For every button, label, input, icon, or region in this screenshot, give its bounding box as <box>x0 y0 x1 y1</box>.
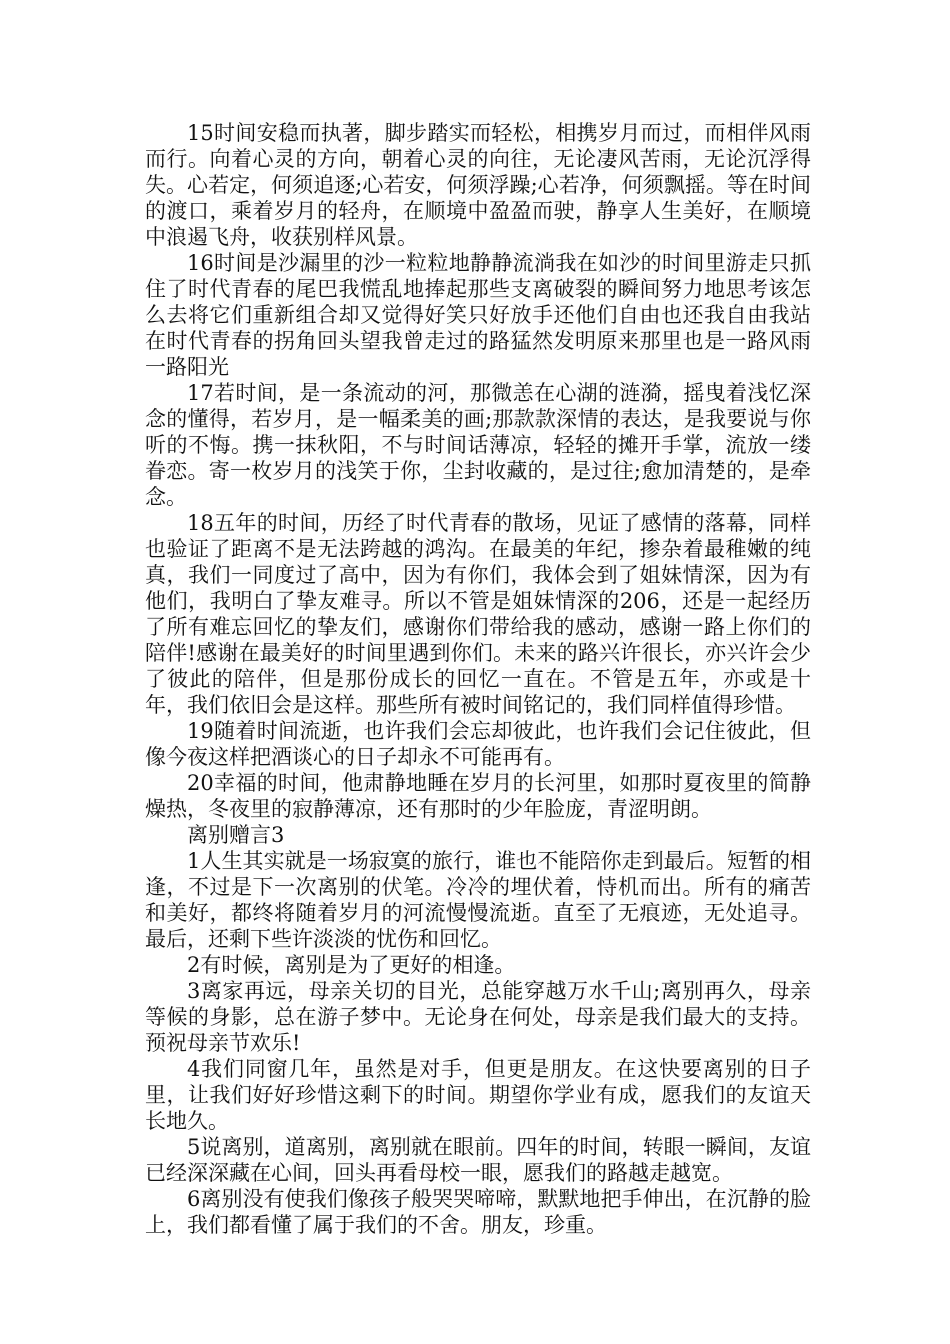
paragraph-6: 6离别没有使我们像孩子般哭哭啼啼，默默地把手伸出，在沉静的脸上，我们都看懂了属于我们的不舍。朋友，珍重。 <box>145 1187 811 1237</box>
paragraph-4: 4我们同窗几年，虽然是对手，但更是朋友。在这快要离别的日子里，让我们好好珍惜这剩下的时间。期望你学业有成，愿我们的友谊天长地久。 <box>145 1057 811 1133</box>
paragraph-19: 19随着时间流逝，也许我们会忘却彼此，也许我们会记住彼此，但像今夜这样把酒谈心的日子却永不可能再有。 <box>145 719 811 769</box>
paragraph-1: 1人生其实就是一场寂寞的旅行，谁也不能陪你走到最后。短暂的相逢，不过是下一次离别的伏笔。冷冷的埋伏着，恃机而出。所有的痛苦和美好，都终将随着岁月的河流慢慢流逝。直至了无痕迹，无处追寻。最后，还剩下些许淡淡的忧伤和回忆。 <box>145 849 811 951</box>
paragraph-18: 18五年的时间，历经了时代青春的散场，见证了感情的落幕，同样也验证了距离不是无法跨越的鸿沟。在最美的年纪，掺杂着最稚嫩的纯真，我们一同度过了高中，因为有你们，我体会到了姐妹情深，因为有他们，我明白了挚友难寻。所以不管是姐妹情深的206，还是一起经历了所有难忘回忆的挚友们，感谢你们带给我的感动，感谢一路上你们的陪伴!感谢在最美好的时间里遇到你们。未来的路兴许很长，亦兴许会少了彼此的陪伴，但是那份成长的回忆一直在。不管是五年，亦或是十年，我们依旧会是这样。那些所有被时间铭记的，我们同样值得珍惜。 <box>145 511 811 717</box>
paragraph-16: 16时间是沙漏里的沙一粒粒地静静流淌我在如沙的时间里游走只抓住了时代青春的尾巴我慌乱地捧起那些支离破裂的瞬间努力地思考该怎么去将它们重新组合却又觉得好笑只好放手还他们自由也还我自由我站在时代青春的拐角回头望我曾走过的路猛然发明原来那里也是一路风雨一路阳光 <box>145 251 811 379</box>
paragraph-20: 20幸福的时间，他肃静地睡在岁月的长河里，如那时夏夜里的简静燥热，冬夜里的寂静薄凉，还有那时的少年脸庞，青涩明朗。 <box>145 771 811 821</box>
paragraph-15: 15时间安稳而执著，脚步踏实而轻松，相携岁月而过，而相伴风雨而行。向着心灵的方向，朝着心灵的向往，无论凄风苦雨，无论沉浮得失。心若定，何须追逐;心若安，何须浮躁;心若净，何须飘摇。等在时间的渡口，乘着岁月的轻舟，在顺境中盈盈而驶，静享人生美好，在顺境中浪遏飞舟，收获别样风景。 <box>145 121 811 249</box>
paragraph-2: 2有时候，离别是为了更好的相逢。 <box>187 953 516 977</box>
paragraph-17: 17若时间，是一条流动的河，那微恙在心湖的涟漪，摇曳着浅忆深念的懂得，若岁月，是一幅柔美的画;那款款深情的表达，是我要说与你听的不悔。携一抹秋阳，不与时间话薄凉，轻轻的摊开手掌，流放一缕眷恋。寄一枚岁月的浅笑于你，尘封收藏的，是过往;愈加清楚的，是牵念。 <box>145 381 811 509</box>
document-body <box>145 120 811 1238</box>
paragraph-5: 5说离别，道离别，离别就在眼前。四年的时间，转眼一瞬间，友谊已经深深藏在心间，回头再看母校一眼，愿我们的路越走越宽。 <box>145 1135 811 1185</box>
section-heading: 离别赠言3 <box>187 823 285 847</box>
paragraph-3: 3离家再远，母亲关切的目光，总能穿越万水千山;离别再久，母亲等候的身影，总在游子梦中。无论身在何处，母亲是我们最大的支持。预祝母亲节欢乐! <box>145 979 811 1055</box>
